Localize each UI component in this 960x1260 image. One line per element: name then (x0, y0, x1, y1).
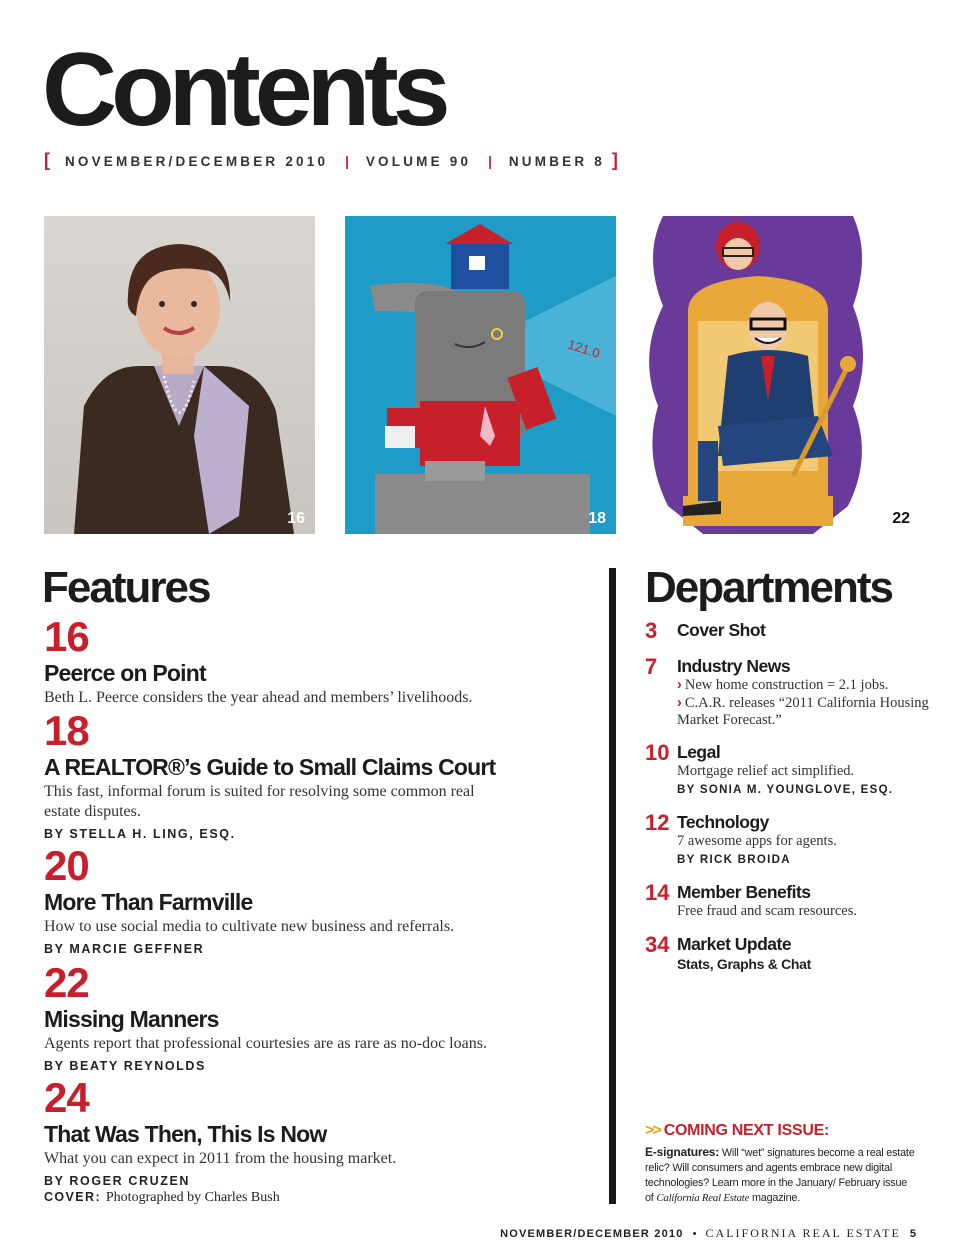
page-footer (500, 1226, 916, 1241)
issue-volume: VOLUME 90 (365, 154, 472, 169)
issue-number: NUMBER 8 (508, 154, 605, 169)
department-item[interactable] (645, 620, 935, 641)
department-title[interactable]: Technology (677, 812, 769, 832)
feature-title[interactable]: More Than Farmville (44, 889, 253, 915)
department-title[interactable]: Cover Shot (677, 620, 766, 640)
coming-next-heading: >> COMING NEXT ISSUE: (645, 1122, 829, 1139)
bracket-left: [ (44, 150, 50, 170)
separator: | (345, 154, 349, 169)
feature-page-number: 20 (44, 842, 89, 889)
svg-text:121.0: 121.0 (566, 336, 602, 361)
feature-page-number: 24 (44, 1074, 89, 1121)
illustration-missing-manners[interactable] (643, 216, 914, 534)
departments-heading: Departments (645, 563, 892, 612)
illustration-small-claims[interactable] (345, 216, 616, 534)
department-bullet: › New home construction = 2.1 jobs. (677, 677, 889, 693)
cover-credit-label: COVER: (44, 1190, 102, 1204)
footer-bullet: • (692, 1228, 697, 1240)
features-heading: Features (42, 563, 210, 612)
department-page-number: 14 (645, 880, 670, 905)
department-item[interactable] (645, 882, 935, 921)
department-title[interactable]: Industry News (677, 656, 791, 676)
column-divider (609, 568, 616, 1204)
chevron-right-icon: › (677, 677, 682, 693)
coming-next-text: E-signatures: Will “wet” signatures become a real estate relic? Will consumers and agents embrace new digital technologies? Learn more in the January/ February issue of California Real Estate magazine. (645, 1145, 915, 1204)
page-number: 18 (588, 510, 606, 527)
department-page-number: 12 (645, 810, 670, 835)
feature-item[interactable] (44, 842, 564, 957)
page-number: 22 (892, 510, 910, 527)
department-page-number: 34 (645, 932, 670, 957)
bracket-right: ] (611, 150, 618, 170)
feature-description: This fast, informal forum is suited for resolving some common real estate disputes. (44, 783, 475, 821)
feature-item[interactable] (44, 613, 564, 708)
department-page-number: 7 (645, 654, 658, 679)
portrait-photo[interactable] (44, 216, 315, 534)
feature-byline: BY BEATY REYNOLDS (44, 1059, 206, 1074)
feature-item[interactable] (44, 1074, 564, 1189)
department-item[interactable] (645, 934, 935, 973)
department-bullet: › C.A.R. releases “2011 California Housing Market Forecast.” (677, 694, 929, 729)
page-title: Contents (42, 32, 445, 148)
footer-magazine: CALIFORNIA REAL ESTATE (705, 1226, 901, 1240)
coming-next-issue (645, 1122, 915, 1206)
cover-credit-text: Photographed by Charles Bush (105, 1190, 280, 1205)
feature-title[interactable]: Missing Manners (44, 1006, 219, 1032)
department-item[interactable] (645, 812, 935, 866)
department-subtitle: Stats, Graphs & Chat (677, 956, 812, 972)
page-number: 16 (287, 510, 305, 527)
department-title[interactable]: Legal (677, 742, 721, 762)
cover-credit (44, 1190, 280, 1206)
feature-page-number: 16 (44, 613, 89, 660)
department-page-number: 3 (645, 618, 658, 643)
department-item[interactable] (645, 656, 935, 730)
double-chevron-icon: >> (645, 1122, 660, 1139)
feature-description: Agents report that professional courtesies are as rare as no-doc loans. (44, 1035, 487, 1053)
footer-date: NOVEMBER/DECEMBER 2010 (500, 1228, 684, 1240)
feature-byline: BY STELLA H. LING, ESQ. (44, 827, 236, 842)
feature-item[interactable] (44, 707, 564, 842)
footer-page-number: 5 (909, 1228, 916, 1240)
department-title[interactable]: Member Benefits (677, 882, 811, 902)
separator: | (488, 154, 492, 169)
department-byline: BY RICK BROIDA (677, 853, 791, 866)
feature-title[interactable]: That Was Then, This Is Now (44, 1121, 327, 1147)
feature-item[interactable] (44, 959, 564, 1074)
house-figure-illustration (345, 216, 616, 534)
department-description: Mortgage relief act simplified. (677, 763, 855, 779)
department-item[interactable] (645, 742, 935, 796)
feature-page-number: 22 (44, 959, 89, 1006)
department-byline: BY SONIA M. YOUNGLOVE, ESQ. (677, 783, 894, 796)
department-description: 7 awesome apps for agents. (677, 833, 837, 849)
feature-description: What you can expect in 2011 from the housing market. (44, 1150, 397, 1168)
department-description: Free fraud and scam resources. (677, 903, 857, 919)
feature-description: Beth L. Peerce considers the year ahead and members’ livelihoods. (44, 689, 473, 707)
feature-description: How to use social media to cultivate new business and referrals. (44, 918, 455, 936)
feature-title[interactable]: A REALTOR®’s Guide to Small Claims Court (44, 754, 496, 780)
chevron-right-icon: › (677, 694, 682, 711)
feature-byline: BY MARCIE GEFFNER (44, 942, 205, 957)
department-title[interactable]: Market Update (677, 934, 792, 954)
issue-info (44, 150, 618, 171)
department-page-number: 10 (645, 740, 670, 765)
throne-illustration (643, 216, 873, 534)
feature-title[interactable]: Peerce on Point (44, 660, 206, 686)
feature-page-number: 18 (44, 707, 89, 754)
issue-date: NOVEMBER/DECEMBER 2010 (64, 154, 329, 169)
portrait-illustration (44, 216, 315, 534)
feature-byline: BY ROGER CRUZEN (44, 1174, 191, 1189)
